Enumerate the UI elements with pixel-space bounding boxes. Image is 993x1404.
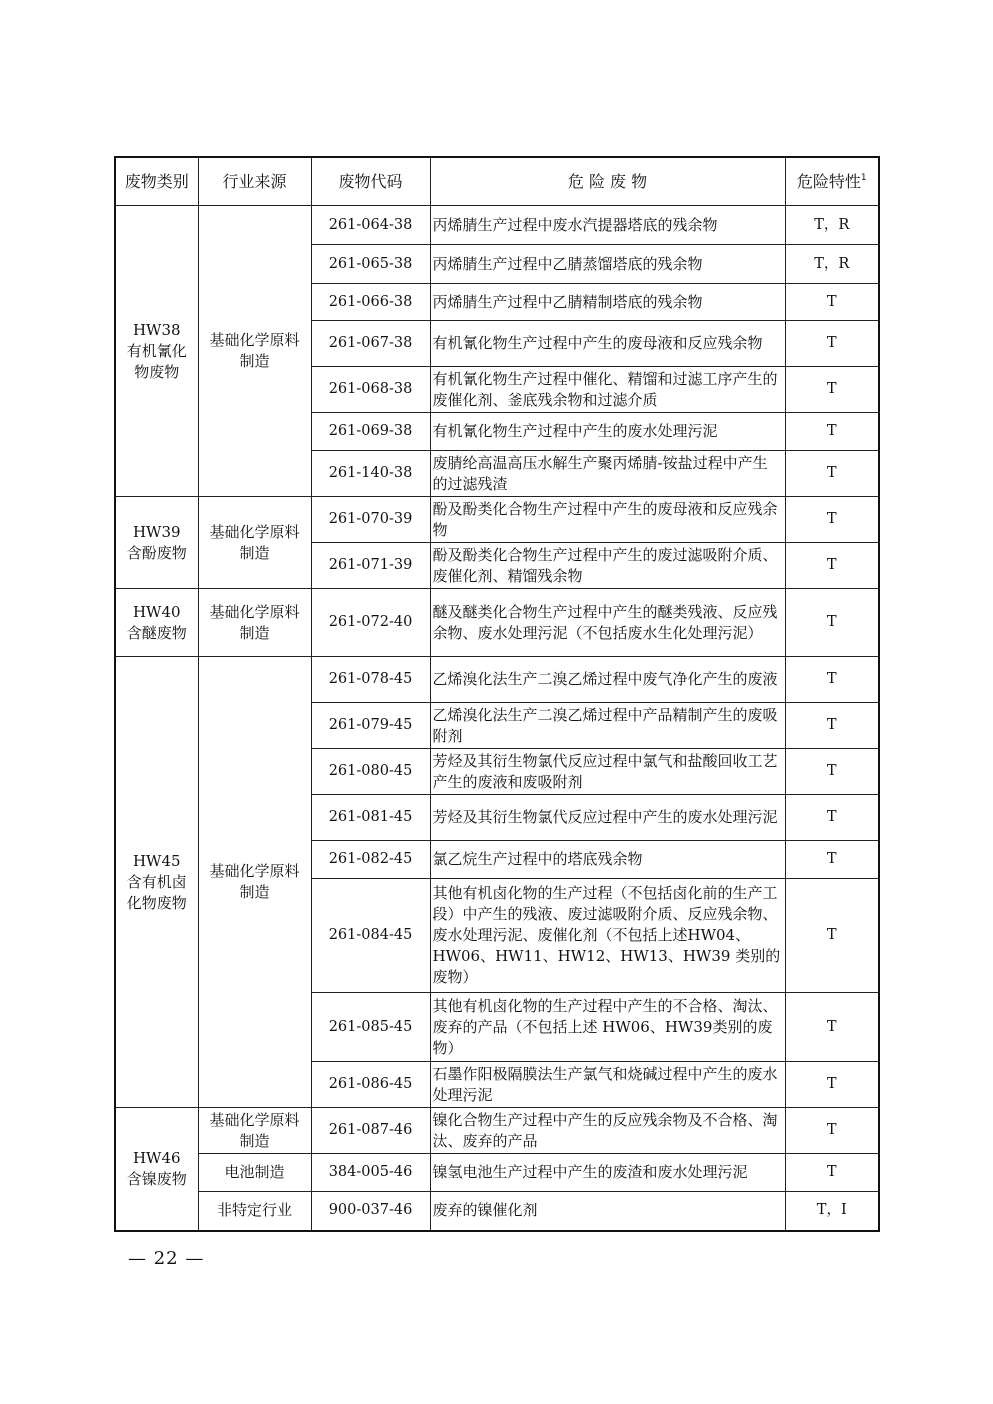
waste-code: 261-064-38 [311, 206, 430, 245]
waste-code: 261-087-46 [311, 1108, 430, 1154]
hazard-property: T [785, 749, 879, 795]
waste-description: 石墨作阳极隔膜法生产氯气和烧碱过程中产生的废水处理污泥 [430, 1062, 785, 1108]
industry-name: 制造 [239, 352, 270, 370]
category-name: 含有机卤 [126, 872, 187, 891]
waste-description: 醚及醚类化合物生产过程中产生的醚类残液、反应残余物、废水处理污泥（不包括废水生化处理污泥） [430, 589, 785, 657]
industry-cell-hw40 [198, 589, 311, 657]
waste-description: 镍氢电池生产过程中产生的废渣和废水处理污泥 [430, 1154, 785, 1192]
industry-name: 基础化学原料 [209, 1110, 300, 1129]
table-row [115, 1192, 879, 1231]
waste-description: 废腈纶高温高压水解生产聚丙烯腈-铵盐过程中产生的过滤残渣 [430, 451, 785, 497]
hazard-property: T，R [785, 245, 879, 284]
hazard-property: T，R [785, 206, 879, 245]
industry-cell-hw46-a [198, 1108, 311, 1154]
table-row [115, 1154, 879, 1192]
industry-name: 基础化学原料 [209, 331, 300, 349]
waste-code: 261-084-45 [311, 879, 430, 993]
hazard-property: T [785, 451, 879, 497]
hazard-property: T [785, 413, 879, 451]
category-code: HW45 [132, 851, 181, 870]
industry-name: 基础化学原料 [209, 862, 300, 880]
waste-code: 261-140-38 [311, 451, 430, 497]
waste-description: 丙烯腈生产过程中废水汽提器塔底的残余物 [430, 206, 785, 245]
waste-code: 261-068-38 [311, 367, 430, 413]
hazard-property: T [785, 497, 879, 543]
hazard-property: T [785, 841, 879, 879]
industry-cell-hw45 [198, 657, 311, 1108]
industry-name: 制造 [239, 543, 270, 562]
category-code: HW38 [132, 320, 181, 339]
table-row [115, 1108, 879, 1154]
table-row [115, 497, 879, 543]
header-hazard-footnote: 1 [860, 173, 867, 183]
category-code: HW46 [132, 1148, 181, 1167]
industry-name: 制造 [239, 883, 270, 901]
waste-description: 其他有机卤化物的生产过程中产生的不合格、淘汰、废弃的产品（不包括上述 HW06、HW39类别的废物） [430, 993, 785, 1062]
hazard-property: T [785, 367, 879, 413]
table-row [115, 206, 879, 245]
waste-description: 有机氰化物生产过程中催化、精馏和过滤工序产生的废催化剂、釜底残余物和过滤介质 [430, 367, 785, 413]
waste-description: 乙烯溴化法生产二溴乙烯过程中废气净化产生的废液 [430, 657, 785, 703]
waste-code: 261-080-45 [311, 749, 430, 795]
waste-code: 261-070-39 [311, 497, 430, 543]
hazard-property: T [785, 543, 879, 589]
category-code: HW39 [132, 522, 181, 541]
header-hazard-label: 危险特性 [796, 172, 861, 191]
header-waste: 危 险 废 物 [430, 157, 785, 206]
industry-cell-hw46-c: 非特定行业 [198, 1192, 311, 1231]
hazard-property: T [785, 1108, 879, 1154]
hazard-property: T [785, 795, 879, 841]
hazard-property: T [785, 1062, 879, 1108]
category-name: 物废物 [134, 362, 180, 381]
table-row [115, 589, 879, 657]
category-name: 含醚废物 [126, 623, 187, 642]
category-cell-hw39 [115, 497, 198, 589]
header-industry: 行业来源 [198, 157, 311, 206]
hazard-property: T [785, 589, 879, 657]
category-cell-hw46 [115, 1108, 198, 1231]
waste-code: 384-005-46 [311, 1154, 430, 1192]
waste-code: 261-078-45 [311, 657, 430, 703]
industry-name: 制造 [239, 623, 270, 642]
category-name: 含镍废物 [126, 1169, 187, 1188]
waste-description: 芳烃及其衍生物氯代反应过程中氯气和盐酸回收工艺产生的废液和废吸附剂 [430, 749, 785, 795]
waste-description: 有机氰化物生产过程中产生的废母液和反应残余物 [430, 321, 785, 367]
hazardous-waste-table [114, 156, 880, 1232]
waste-description: 丙烯腈生产过程中乙腈精制塔底的残余物 [430, 284, 785, 321]
hazard-property: T [785, 1154, 879, 1192]
industry-name: 制造 [239, 1131, 270, 1150]
waste-description: 镍化合物生产过程中产生的反应残余物及不合格、淘汰、废弃的产品 [430, 1108, 785, 1154]
waste-description: 氯乙烷生产过程中的塔底残余物 [430, 841, 785, 879]
waste-code: 900-037-46 [311, 1192, 430, 1231]
hazard-property: T [785, 321, 879, 367]
industry-cell-hw39 [198, 497, 311, 589]
table-row [115, 657, 879, 703]
waste-code: 261-066-38 [311, 284, 430, 321]
waste-code: 261-086-45 [311, 1062, 430, 1108]
waste-code: 261-082-45 [311, 841, 430, 879]
category-cell-hw45 [115, 657, 198, 1108]
hazard-property: T，I [785, 1192, 879, 1231]
hazard-property: T [785, 879, 879, 993]
waste-description: 丙烯腈生产过程中乙腈蒸馏塔底的残余物 [430, 245, 785, 284]
waste-description: 乙烯溴化法生产二溴乙烯过程中产品精制产生的废吸附剂 [430, 703, 785, 749]
category-name: 有机氰化 [126, 341, 187, 360]
waste-description: 酚及酚类化合物生产过程中产生的废母液和反应残余物 [430, 497, 785, 543]
category-code: HW40 [132, 602, 181, 621]
page-number: — 22 — [128, 1248, 205, 1269]
header-code: 废物代码 [311, 157, 430, 206]
category-cell-hw40 [115, 589, 198, 657]
waste-code: 261-065-38 [311, 245, 430, 284]
industry-name: 基础化学原料 [209, 522, 300, 541]
waste-description: 废弃的镍催化剂 [430, 1192, 785, 1231]
waste-code: 261-081-45 [311, 795, 430, 841]
header-category: 废物类别 [115, 157, 198, 206]
waste-code: 261-069-38 [311, 413, 430, 451]
hazard-property: T [785, 993, 879, 1062]
waste-description: 芳烃及其衍生物氯代反应过程中产生的废水处理污泥 [430, 795, 785, 841]
waste-description: 其他有机卤化物的生产过程（不包括卤化前的生产工段）中产生的残液、废过滤吸附介质、反应残余物、废水处理污泥、废催化剂（不包括上述HW04、HW06、HW11、HW12、HW13、HW39 类别的废物） [430, 879, 785, 993]
waste-code: 261-085-45 [311, 993, 430, 1062]
category-cell-hw38 [115, 206, 198, 497]
industry-cell-hw38 [198, 206, 311, 497]
hazard-property: T [785, 703, 879, 749]
industry-cell-hw46-b: 电池制造 [198, 1154, 311, 1192]
waste-description: 酚及酚类化合物生产过程中产生的废过滤吸附介质、废催化剂、精馏残余物 [430, 543, 785, 589]
header-hazard [785, 157, 879, 206]
industry-name: 基础化学原料 [209, 602, 300, 621]
category-name: 含酚废物 [126, 543, 187, 562]
hazard-property: T [785, 657, 879, 703]
waste-code: 261-071-39 [311, 543, 430, 589]
waste-code: 261-067-38 [311, 321, 430, 367]
waste-description: 有机氰化物生产过程中产生的废水处理污泥 [430, 413, 785, 451]
table-header-row [115, 157, 879, 206]
waste-code: 261-079-45 [311, 703, 430, 749]
waste-code: 261-072-40 [311, 589, 430, 657]
hazard-property: T [785, 284, 879, 321]
category-name: 化物废物 [126, 893, 187, 912]
